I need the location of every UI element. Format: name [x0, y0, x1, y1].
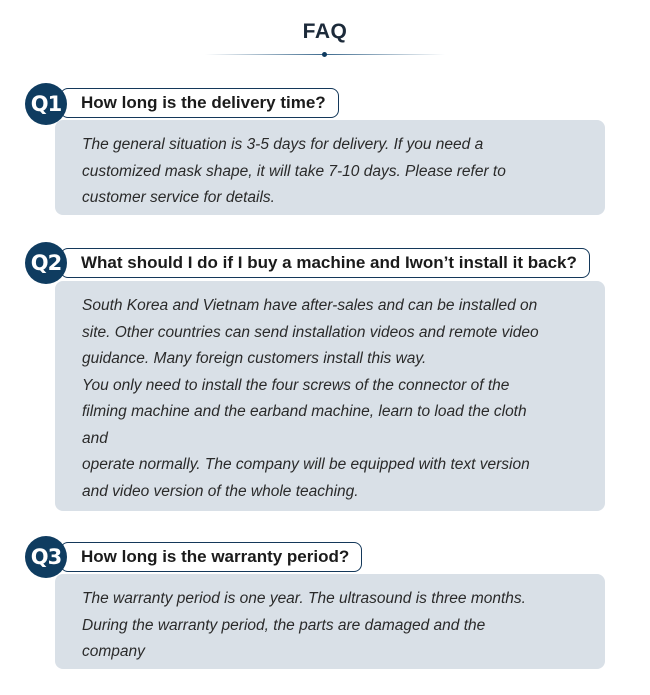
answer-box	[55, 120, 605, 215]
answer-line: The general situation is 3-5 days for delivery. If you need a	[82, 136, 484, 153]
answer-line: South Korea and Vietnam have after-sales and can be installed on	[82, 297, 538, 314]
answer-line: The warranty period is one year. The ultrasound is three months.	[82, 590, 526, 607]
answer-line: site. Other countries can send installation videos and remote video	[82, 323, 539, 341]
answer-line: You only need to install the four screws of the connector of the	[82, 376, 510, 394]
answer-box	[55, 574, 605, 669]
answer-line: and	[82, 429, 108, 447]
question-label: How long is the delivery time?	[60, 88, 339, 118]
page-title: FAQ	[302, 20, 348, 43]
answer-line: guidance. Many foreign customers install this way.	[82, 350, 427, 367]
answer-line: customer service for details.	[82, 189, 275, 206]
question-label: What should I do if I buy a machine and Iwon’t install it back?	[60, 248, 590, 278]
question-label: How long is the warranty period?	[60, 542, 362, 572]
answer-line: customized mask shape, it will take 7-10 days. Please refer to	[82, 162, 506, 180]
answer-line: and video version of the whole teaching.	[82, 482, 359, 500]
answer-box	[55, 281, 605, 511]
answer-line: During the warranty period, the parts are damaged and the	[82, 616, 486, 634]
answer-line: filming machine and the earband machine, learn to load the cloth	[82, 403, 527, 420]
question-badge: Q2	[25, 242, 67, 284]
question-badge: Q1	[25, 83, 67, 125]
divider-dot	[322, 52, 327, 57]
answer-line: operate normally. The company will be equipped with text version	[82, 456, 530, 473]
answer-line: company	[82, 643, 145, 660]
title-divider	[205, 52, 445, 58]
question-badge: Q3	[25, 536, 67, 578]
